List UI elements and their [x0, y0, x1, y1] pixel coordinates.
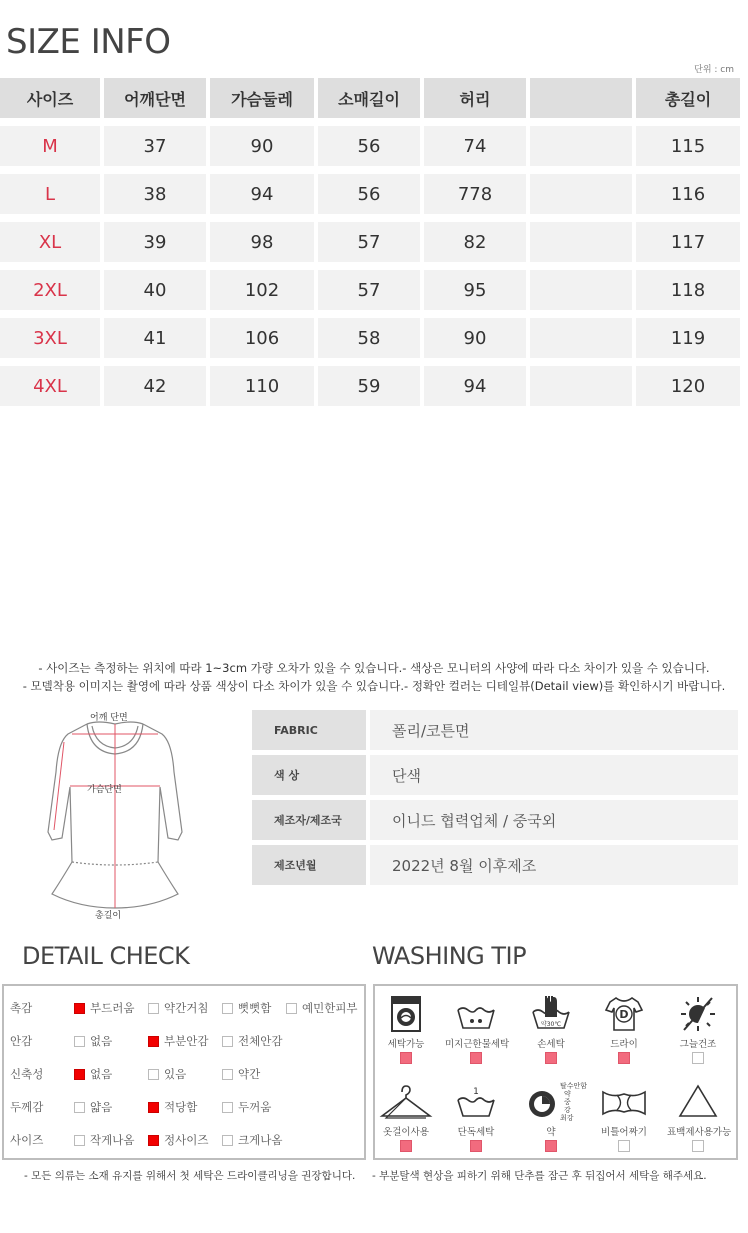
option-checkbox[interactable] — [74, 1135, 85, 1146]
option-label: 부분안감 — [164, 1034, 209, 1048]
spin-level: 최강 — [560, 1114, 574, 1122]
wash-label: 드라이 — [610, 1039, 638, 1050]
temp-label: 약30℃ — [540, 1021, 562, 1028]
row-gap — [0, 166, 740, 174]
spin-level: 중 — [564, 1098, 571, 1106]
detail-row — [10, 998, 364, 1018]
detail-label: 촉감 — [10, 1001, 33, 1015]
option-checkbox[interactable] — [222, 1102, 233, 1113]
measure-cell: 40 — [104, 270, 206, 310]
wash-item — [375, 994, 437, 1067]
option-checkbox[interactable] — [148, 1036, 159, 1047]
row-gap — [0, 310, 740, 318]
wash-label: 미지근한물세탁 — [445, 1039, 510, 1050]
info-key: 제조자/제조국 — [252, 800, 366, 840]
measure-cell: 37 — [104, 126, 206, 166]
option-label: 전체안감 — [238, 1034, 283, 1048]
header-cell: 허리 — [424, 78, 526, 118]
detail-row — [10, 1064, 364, 1084]
detail-label: 두께감 — [10, 1100, 44, 1114]
detail-row — [10, 1031, 364, 1051]
size-cell: 2XL — [0, 270, 100, 310]
footer-note-left: - 모든 의류는 소재 유지를 위해서 첫 세탁은 드라이클리닝을 권장합니다. — [24, 1170, 356, 1182]
row-gap — [0, 262, 740, 270]
table-row — [0, 366, 740, 406]
svg-text:1: 1 — [473, 1087, 479, 1097]
row-gap — [0, 214, 740, 222]
detail-option[interactable] — [148, 1000, 208, 1016]
info-row — [252, 845, 738, 885]
no-wring-icon — [599, 1082, 649, 1122]
option-label: 있음 — [164, 1067, 187, 1081]
wash-item — [593, 994, 655, 1067]
row-gap — [0, 118, 740, 126]
detail-option[interactable] — [148, 1066, 186, 1082]
info-key: FABRIC — [252, 710, 366, 750]
detail-label: 신축성 — [10, 1067, 44, 1081]
option-checkbox[interactable] — [148, 1069, 159, 1080]
option-checkbox[interactable] — [148, 1003, 159, 1014]
header-cell: 소매길이 — [318, 78, 420, 118]
wash-item — [375, 1082, 437, 1155]
color-note: - 모델착용 이미지는 촬영에 따라 상품 색상이 다소 차이가 있을 수 있습니다.- 정확안 컬러는 디테일뷰(Detail view)를 확인하시기 바랍니다. — [22, 679, 726, 693]
detail-option[interactable] — [74, 1066, 112, 1082]
option-label: 정사이즈 — [164, 1133, 209, 1147]
detail-option[interactable] — [286, 1000, 358, 1016]
washing-tip-box — [373, 984, 738, 1160]
wash-checkbox[interactable] — [545, 1052, 557, 1064]
header-cell: 어깨단면 — [104, 78, 206, 118]
measure-cell: 39 — [104, 222, 206, 262]
bleach-icon — [676, 1082, 720, 1122]
row-gap-cell — [0, 358, 740, 366]
detail-option[interactable] — [222, 1000, 271, 1016]
measure-cell: 57 — [318, 270, 420, 310]
wash-label: 단독세탁 — [457, 1127, 495, 1138]
size-cell: 3XL — [0, 318, 100, 358]
measure-cell: 120 — [636, 366, 740, 406]
page-title: SIZE INFO — [6, 22, 171, 62]
wash-checkbox[interactable] — [400, 1140, 412, 1152]
header-cell: 사이즈 — [0, 78, 100, 118]
wash-checkbox[interactable] — [692, 1052, 704, 1064]
wash-label: 그늘건조 — [679, 1039, 717, 1050]
garment-diagram — [40, 712, 190, 922]
washing-machine-icon — [386, 994, 426, 1034]
wash-item — [445, 994, 510, 1067]
size-cell: 4XL — [0, 366, 100, 406]
measure-cell: 95 — [424, 270, 526, 310]
info-row — [252, 755, 738, 795]
spin-strength-icon — [520, 1082, 588, 1122]
measure-cell: 59 — [318, 366, 420, 406]
info-value: 2022년 8월 이후제조 — [370, 845, 738, 885]
measure-cell: 115 — [636, 126, 740, 166]
option-checkbox[interactable] — [74, 1036, 85, 1047]
table-row — [0, 318, 740, 358]
detail-option[interactable] — [74, 1132, 134, 1148]
measure-cell: 102 — [210, 270, 314, 310]
chest-label: 가슴단면 — [87, 785, 122, 795]
detail-check-box — [2, 984, 366, 1160]
separate-wash-icon — [454, 1082, 498, 1122]
wash-item — [520, 1082, 588, 1155]
option-label: 부드러움 — [90, 1001, 135, 1015]
wash-item — [520, 994, 582, 1067]
row-gap-cell — [0, 214, 740, 222]
size-cell: L — [0, 174, 100, 214]
option-label: 얇음 — [90, 1100, 113, 1114]
option-label: 작게나옴 — [90, 1133, 135, 1147]
wash-checkbox[interactable] — [470, 1052, 482, 1064]
option-label: 적당함 — [164, 1100, 198, 1114]
wash-item — [667, 994, 729, 1067]
detail-option[interactable] — [74, 1099, 112, 1115]
wash-item — [593, 1082, 655, 1155]
row-gap-cell — [0, 262, 740, 270]
measure-cell: 56 — [318, 174, 420, 214]
option-checkbox[interactable] — [148, 1135, 159, 1146]
detail-check-title: DETAIL CHECK — [22, 942, 190, 970]
option-label: 두꺼움 — [238, 1100, 272, 1114]
option-label: 없음 — [90, 1034, 113, 1048]
shade-dry-icon — [676, 994, 720, 1034]
measure-cell: 118 — [636, 270, 740, 310]
option-checkbox[interactable] — [74, 1069, 85, 1080]
measure-cell — [530, 318, 632, 358]
measure-cell: 778 — [424, 174, 526, 214]
svg-text:D: D — [619, 1008, 629, 1021]
header-cell: 총길이 — [636, 78, 740, 118]
length-label: 총길이 — [95, 911, 122, 921]
info-value: 폴리/코튼면 — [370, 710, 738, 750]
measure-cell: 116 — [636, 174, 740, 214]
detail-option[interactable] — [148, 1132, 208, 1148]
table-row — [0, 222, 740, 262]
info-key: 제조년월 — [252, 845, 366, 885]
measure-cell — [530, 222, 632, 262]
table-row — [0, 270, 740, 310]
info-value: 단색 — [370, 755, 738, 795]
table-row — [0, 126, 740, 166]
measure-cell: 56 — [318, 126, 420, 166]
measure-cell — [530, 270, 632, 310]
option-checkbox[interactable] — [222, 1003, 233, 1014]
header-cell — [530, 78, 632, 118]
measure-cell: 90 — [210, 126, 314, 166]
row-gap-cell — [0, 118, 740, 126]
size-cell: XL — [0, 222, 100, 262]
measure-cell: 106 — [210, 318, 314, 358]
option-label: 없음 — [90, 1067, 113, 1081]
option-label: 뻣뻣함 — [238, 1001, 272, 1015]
size-cell: M — [0, 126, 100, 166]
wash-item — [667, 1082, 732, 1155]
row-gap-cell — [0, 166, 740, 174]
detail-row — [10, 1097, 364, 1117]
detail-option[interactable] — [222, 1099, 271, 1115]
dress-illustration-icon — [40, 712, 190, 922]
detail-option[interactable] — [222, 1066, 260, 1082]
measure-cell: 82 — [424, 222, 526, 262]
wash-checkbox[interactable] — [692, 1140, 704, 1152]
option-label: 예민한피부 — [302, 1001, 358, 1015]
size-note: - 사이즈는 측정하는 위치에 따라 1~3cm 가량 오차가 있을 수 있습니다.- 색상은 모니터의 사양에 따라 다소 차이가 있을 수 있습니다. — [38, 661, 710, 675]
lukewarm-hand-wash-icon — [454, 994, 498, 1034]
measure-cell: 58 — [318, 318, 420, 358]
detail-label: 사이즈 — [10, 1133, 44, 1147]
dry-clean-icon — [602, 994, 646, 1034]
detail-row — [10, 1130, 364, 1150]
wash-item — [445, 1082, 507, 1155]
hanger-icon — [378, 1082, 434, 1122]
table-row — [0, 174, 740, 214]
info-key: 색 상 — [252, 755, 366, 795]
header-cell: 가슴둘레 — [210, 78, 314, 118]
wash-checkbox[interactable] — [618, 1052, 630, 1064]
wash-checkbox[interactable] — [470, 1140, 482, 1152]
measure-cell: 110 — [210, 366, 314, 406]
option-checkbox[interactable] — [222, 1135, 233, 1146]
wash-label: 비틀어짜기 — [601, 1127, 647, 1138]
info-row — [252, 710, 738, 750]
option-label: 약간거침 — [164, 1001, 209, 1015]
detail-option[interactable] — [222, 1033, 282, 1049]
measure-cell — [530, 174, 632, 214]
spin-level: 약 — [564, 1090, 571, 1098]
measure-cell: 41 — [104, 318, 206, 358]
size-table — [0, 78, 744, 406]
row-gap-cell — [0, 310, 740, 318]
measure-cell — [530, 366, 632, 406]
wash-label: 표백제사용가능 — [667, 1127, 732, 1138]
detail-option[interactable] — [148, 1033, 208, 1049]
option-checkbox[interactable] — [74, 1003, 85, 1014]
measure-cell: 90 — [424, 318, 526, 358]
washing-tip-title: WASHING TIP — [372, 942, 527, 970]
detail-option[interactable] — [222, 1132, 282, 1148]
option-checkbox[interactable] — [222, 1069, 233, 1080]
row-gap — [0, 358, 740, 366]
measure-cell: 38 — [104, 174, 206, 214]
detail-option[interactable] — [148, 1099, 197, 1115]
info-row — [252, 800, 738, 840]
option-checkbox[interactable] — [286, 1003, 297, 1014]
wash-label: 옷걸이사용 — [383, 1127, 429, 1138]
wash-checkbox[interactable] — [618, 1140, 630, 1152]
size-table-header — [0, 78, 740, 118]
hand-wash-icon — [529, 994, 573, 1034]
measure-cell: 98 — [210, 222, 314, 262]
measure-cell — [530, 126, 632, 166]
wash-label: 약 — [546, 1127, 556, 1138]
info-value: 이니드 협력업체 / 중국외 — [370, 800, 738, 840]
shoulder-label: 어깨 단면 — [90, 713, 128, 723]
unit-label: 단위 : cm — [694, 65, 734, 75]
wash-label: 세탁가능 — [387, 1039, 425, 1050]
product-info-table — [252, 710, 738, 890]
wash-label: 손세탁 — [537, 1039, 565, 1050]
detail-option[interactable] — [74, 1000, 134, 1016]
measure-cell: 57 — [318, 222, 420, 262]
spin-title: 탈수안함 — [560, 1082, 588, 1090]
option-checkbox[interactable] — [74, 1102, 85, 1113]
spin-level: 강 — [564, 1106, 571, 1114]
wash-checkbox[interactable] — [400, 1052, 412, 1064]
measure-cell: 117 — [636, 222, 740, 262]
measure-cell: 74 — [424, 126, 526, 166]
option-checkbox[interactable] — [222, 1036, 233, 1047]
detail-label: 안감 — [10, 1034, 33, 1048]
measure-cell: 94 — [210, 174, 314, 214]
option-label: 크게나옴 — [238, 1133, 283, 1147]
footer-note-right: - 부분탈색 현상을 피하기 위해 단추를 잠근 후 뒤집어서 세탁을 해주세요. — [372, 1170, 707, 1182]
detail-option[interactable] — [74, 1033, 112, 1049]
measure-cell: 119 — [636, 318, 740, 358]
option-label: 약간 — [238, 1067, 261, 1081]
measure-cell: 42 — [104, 366, 206, 406]
wash-checkbox[interactable] — [545, 1140, 557, 1152]
option-checkbox[interactable] — [148, 1102, 159, 1113]
measure-cell: 94 — [424, 366, 526, 406]
